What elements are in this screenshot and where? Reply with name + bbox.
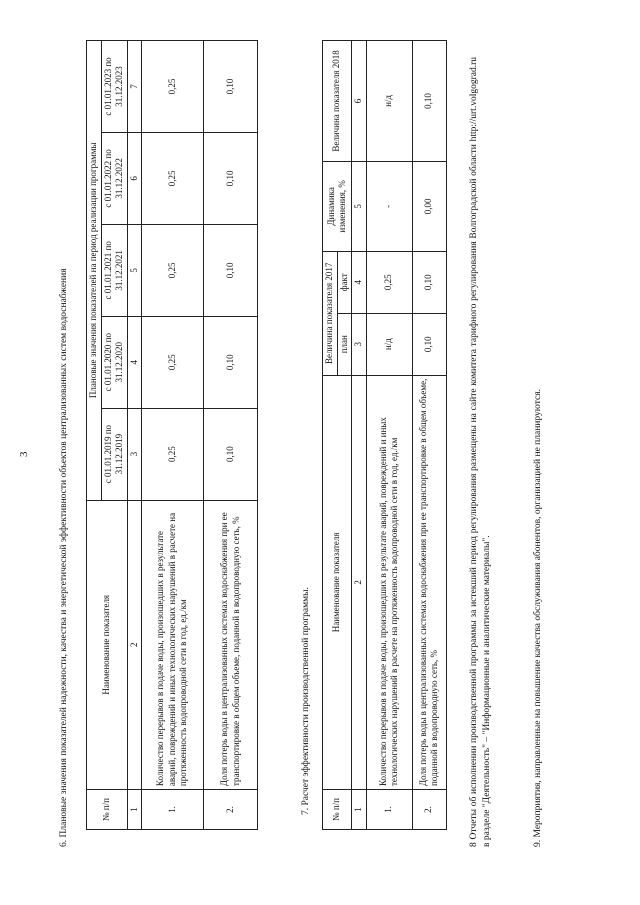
t1-period-header: с 01.01.2022 по 31.12.2022 <box>101 132 127 224</box>
t2-index: 6 <box>352 41 367 162</box>
row-name: Доля потерь воды в централизованных системах водоснабжения при ее транспортировке в общем объеме, поданной в водопроводную сеть, % <box>412 375 446 789</box>
t1-index: 1 <box>127 790 142 830</box>
section-9-text: 9. Мероприятия, направленные на повышение качества обслуживания абонентов, организацией не планируются. <box>533 389 543 847</box>
row-value: 0,25 <box>142 224 204 316</box>
row-name: Доля потерь воды в централизованных системах водоснабжения при ее транспортировке в общем объеме, поданной в водопроводную сеть, % <box>204 500 258 790</box>
table-row <box>142 41 204 830</box>
row-value: 0,25 <box>142 316 204 408</box>
t1-period-header: с 01.01.2021 по 31.12.2021 <box>101 224 127 316</box>
t1-period-header: с 01.01.2020 по 31.12.2020 <box>101 316 127 408</box>
t1-index-row <box>127 41 142 830</box>
t2-index: 5 <box>352 161 367 251</box>
page-number: 3 <box>18 451 30 457</box>
t2-index: 3 <box>352 313 367 375</box>
row-value: 0,10 <box>204 316 258 408</box>
t2-header-plan: план <box>337 313 352 375</box>
row-value2018: н/д <box>366 41 412 162</box>
section-8-text: 8 Отчеты об исполнении производственной программы за истекший период регулирования размещены на сайте комитета тарифного регулирования Волгоградской области http://urt.volgograd.ru в разделе "Деятельность" – "Информационные и аналитические материалы". <box>469 57 492 847</box>
t1-period-header: с 01.01.2023 по 31.12.2023 <box>101 41 127 133</box>
t2-header-value2018: Величина показателя 2018 <box>323 41 352 162</box>
row-plan: н/д <box>366 313 412 375</box>
row-value: 0,25 <box>142 41 204 133</box>
t2-index-row <box>352 41 367 830</box>
t2-index: 2 <box>352 375 367 789</box>
row-num: 1. <box>142 790 204 830</box>
t2-header-name: Наименование показателя <box>323 375 352 789</box>
t1-header-group: Плановые значения показателей на период реализации программы <box>87 41 102 501</box>
table-row <box>366 41 412 830</box>
row-value: 0,10 <box>204 408 258 500</box>
t1-index: 4 <box>127 316 142 408</box>
row-num: 2. <box>204 790 258 830</box>
efficiency-table <box>322 40 447 830</box>
row-num: 2. <box>412 790 446 830</box>
planned-indicators-table <box>86 40 258 830</box>
t2-header-num: № п/п <box>323 790 352 830</box>
t1-period-header: с 01.01.2019 по 31.12.2019 <box>101 408 127 500</box>
row-value2018: 0,10 <box>412 41 446 162</box>
row-value: 0,25 <box>142 408 204 500</box>
row-name: Количество перерывов в подаче воды, произошедших в результате аварий, повреждений и иных технологических нарушений в расчете на протяженность водопроводной сети в год, ед./км <box>366 375 412 789</box>
row-value: 0,10 <box>204 41 258 133</box>
table-row <box>204 41 258 830</box>
row-fact: 0,25 <box>366 251 412 313</box>
row-name: Количество перерывов в подаче воды, произошедших в результате аварий, повреждений и иных технологических нарушений в расчете на протяженность водопроводной сети в год, ед./км <box>142 500 204 790</box>
t1-index: 2 <box>127 500 142 790</box>
row-num: 1. <box>366 790 412 830</box>
t1-header-name: Наименование показателя <box>87 500 128 790</box>
section-7-heading: 7. Расчет эффективности производственной программы. <box>301 587 311 815</box>
t2-header-dynamics: Динамика изменения, % <box>323 161 352 251</box>
row-value: 0,10 <box>204 224 258 316</box>
t1-index: 7 <box>127 41 142 133</box>
t2-header-value2017: Величина показателя 2017 <box>323 251 338 375</box>
t1-index: 6 <box>127 132 142 224</box>
t1-index: 5 <box>127 224 142 316</box>
row-value: 0,10 <box>204 132 258 224</box>
t1-index: 3 <box>127 408 142 500</box>
row-plan: 0,10 <box>412 313 446 375</box>
table-row <box>412 41 446 830</box>
row-dynamics: - <box>366 161 412 251</box>
section-6-heading: 6. Плановые значения показателей надежности, качества и энергетической эффективности объектов централизованных систем водоснабжения <box>59 268 69 847</box>
row-value: 0,25 <box>142 132 204 224</box>
t2-index: 4 <box>352 251 367 313</box>
t2-index: 1 <box>352 790 367 830</box>
row-dynamics: 0,00 <box>412 161 446 251</box>
t1-header-num: № п/п <box>87 790 128 830</box>
t2-header-fact: факт <box>337 251 352 313</box>
row-fact: 0,10 <box>412 251 446 313</box>
